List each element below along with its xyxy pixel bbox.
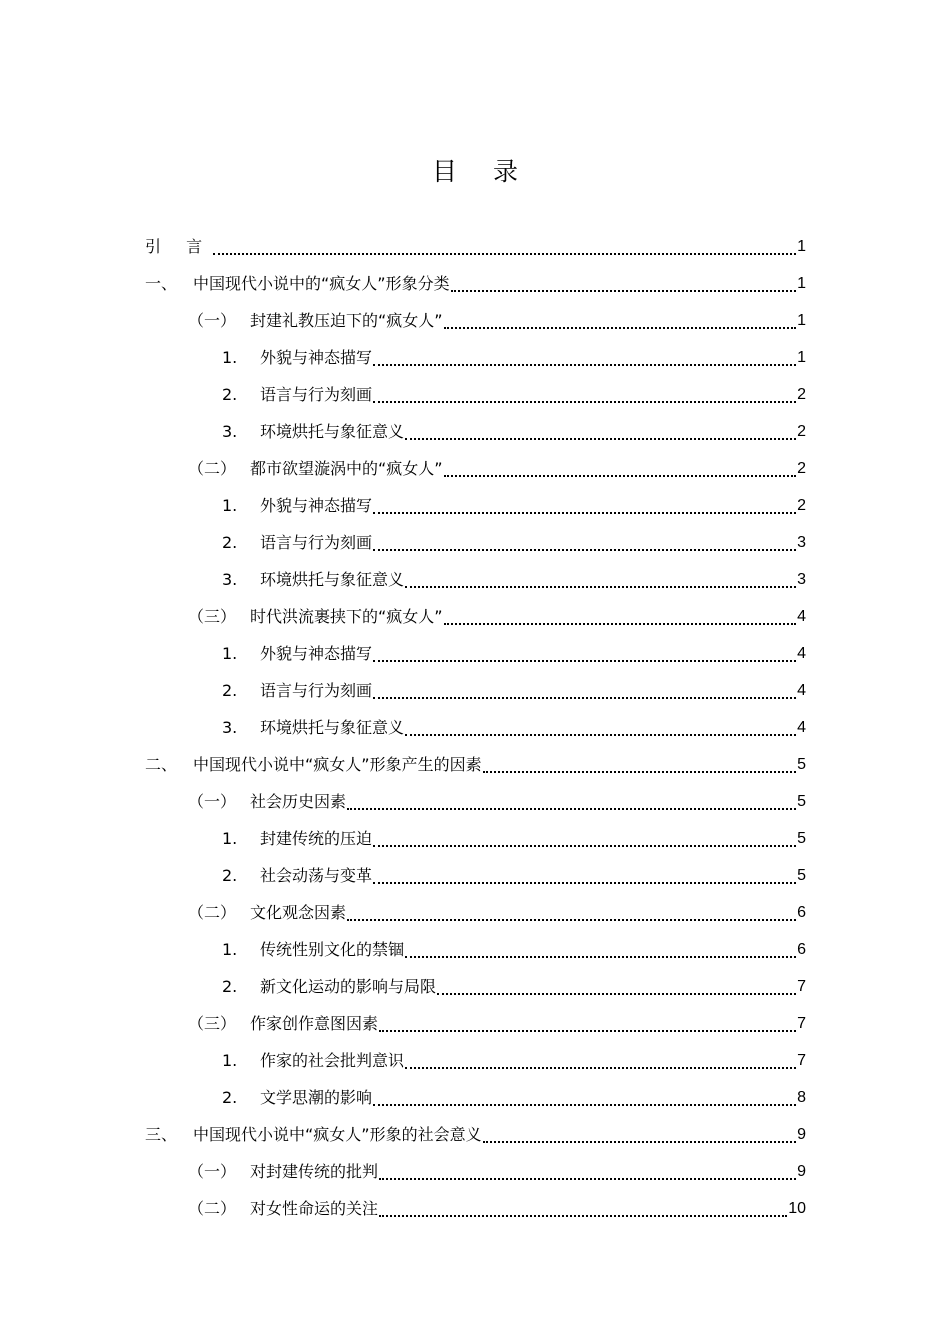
- page-title: 目 录: [432, 157, 532, 186]
- toc-entry-page-number: 9: [797, 1162, 806, 1180]
- toc-entry-title: 传统性别文化的禁锢: [260, 939, 405, 959]
- toc-entry-number: 3.: [222, 569, 238, 589]
- dot-leader: [405, 566, 796, 588]
- table-of-contents: [0, 228, 950, 1227]
- dot-leader: [483, 751, 797, 773]
- toc-entry-number: （三）: [188, 1013, 237, 1033]
- toc-entry[interactable]: [0, 1005, 806, 1042]
- toc-entry-page-number: 9: [797, 1125, 806, 1143]
- toc-entry-page-number: 5: [797, 792, 806, 810]
- toc-entry-title: 封建传统的压迫: [260, 828, 373, 848]
- toc-entry-number: 2.: [222, 680, 238, 700]
- dot-leader: [379, 1010, 796, 1032]
- toc-entry-number: （二）: [188, 458, 237, 478]
- dot-leader: [373, 640, 796, 662]
- toc-entry-title: 外貌与神态描写: [260, 643, 373, 663]
- toc-entry[interactable]: [0, 820, 806, 857]
- dot-leader: [213, 233, 796, 255]
- toc-entry-page-number: 8: [797, 1088, 806, 1106]
- toc-entry-number: 1.: [222, 939, 238, 959]
- toc-entry-page-number: 2: [797, 496, 806, 514]
- toc-entry-title: 对女性命运的关注: [250, 1198, 379, 1218]
- toc-entry-title: 外貌与神态描写: [260, 347, 373, 367]
- toc-entry-title: 都市欲望漩涡中的“疯女人”: [250, 458, 443, 478]
- toc-entry[interactable]: [0, 487, 806, 524]
- dot-leader: [373, 492, 796, 514]
- toc-entry[interactable]: [0, 524, 806, 561]
- toc-entry-number: 二、: [145, 754, 178, 774]
- toc-entry-number: 2.: [222, 384, 238, 404]
- toc-entry[interactable]: [0, 339, 806, 376]
- toc-entry-number: （一）: [188, 791, 237, 811]
- toc-entry-title: 环境烘托与象征意义: [260, 421, 405, 441]
- toc-entry[interactable]: [0, 672, 806, 709]
- toc-entry-page-number: 5: [797, 866, 806, 884]
- toc-entry-title: 社会动荡与变革: [260, 865, 373, 885]
- toc-entry-title: 环境烘托与象征意义: [260, 717, 405, 737]
- toc-entry-title: 封建礼教压迫下的“疯女人”: [250, 310, 443, 330]
- toc-entry-number: 三、: [145, 1124, 178, 1144]
- dot-leader: [483, 1121, 797, 1143]
- toc-entry-title: 时代洪流裹挟下的“疯女人”: [250, 606, 443, 626]
- dot-leader: [379, 1195, 787, 1217]
- toc-entry[interactable]: [0, 1116, 806, 1153]
- toc-entry-page-number: 1: [797, 274, 806, 292]
- toc-entry-title: 社会历史因素: [250, 791, 347, 811]
- toc-entry-number: 1.: [222, 495, 238, 515]
- dot-leader: [379, 1158, 796, 1180]
- toc-entry[interactable]: [0, 1190, 806, 1227]
- dot-leader: [444, 307, 797, 329]
- toc-entry-page-number: 5: [797, 755, 806, 773]
- dot-leader: [444, 603, 797, 625]
- toc-entry[interactable]: [0, 413, 806, 450]
- toc-entry-title: 环境烘托与象征意义: [260, 569, 405, 589]
- toc-entry-page-number: 7: [797, 1014, 806, 1032]
- dot-leader: [437, 973, 796, 995]
- toc-entry-title: 中国现代小说中“疯女人”形象的社会意义: [193, 1124, 482, 1144]
- dot-leader: [373, 381, 796, 403]
- dot-leader: [451, 270, 797, 292]
- toc-entry-number: 2.: [222, 532, 238, 552]
- dot-leader: [373, 529, 796, 551]
- toc-entry[interactable]: [0, 1042, 806, 1079]
- toc-entry-page-number: 4: [797, 644, 806, 662]
- toc-entry[interactable]: [0, 1079, 806, 1116]
- toc-entry-page-number: 1: [797, 311, 806, 329]
- toc-entry[interactable]: [0, 857, 806, 894]
- toc-entry[interactable]: [0, 561, 806, 598]
- toc-entry-number: 3.: [222, 421, 238, 441]
- toc-entry[interactable]: [0, 265, 806, 302]
- toc-entry-title: 语言与行为刻画: [260, 384, 373, 404]
- toc-entry-title: 语言与行为刻画: [260, 532, 373, 552]
- dot-leader: [373, 677, 796, 699]
- toc-entry-title: 引 言: [145, 236, 213, 256]
- toc-entry-page-number: 3: [797, 570, 806, 588]
- toc-entry-page-number: 4: [797, 718, 806, 736]
- dot-leader: [347, 788, 796, 810]
- dot-leader: [373, 825, 796, 847]
- dot-leader: [405, 714, 796, 736]
- dot-leader: [373, 1084, 796, 1106]
- dot-leader: [405, 936, 796, 958]
- toc-entry-title: 语言与行为刻画: [260, 680, 373, 700]
- toc-entry-number: （一）: [188, 1161, 237, 1181]
- toc-entry-page-number: 4: [797, 681, 806, 699]
- toc-entry-number: 1.: [222, 1050, 238, 1070]
- toc-entry-number: 一、: [145, 273, 178, 293]
- toc-entry[interactable]: [0, 746, 806, 783]
- toc-entry-page-number: 2: [797, 459, 806, 477]
- toc-entry-title: 作家创作意图因素: [250, 1013, 379, 1033]
- toc-entry-title: 文化观念因素: [250, 902, 347, 922]
- dot-leader: [405, 1047, 796, 1069]
- toc-entry[interactable]: [0, 598, 806, 635]
- toc-entry-number: 1.: [222, 643, 238, 663]
- toc-entry[interactable]: [0, 709, 806, 746]
- toc-entry[interactable]: [0, 894, 806, 931]
- toc-entry-title: 外貌与神态描写: [260, 495, 373, 515]
- toc-entry-number: 1.: [222, 347, 238, 367]
- toc-entry-page-number: 5: [797, 829, 806, 847]
- dot-leader: [347, 899, 796, 921]
- toc-entry-number: 2.: [222, 1087, 238, 1107]
- toc-entry-page-number: 1: [797, 348, 806, 366]
- toc-entry-page-number: 7: [797, 1051, 806, 1069]
- toc-entry[interactable]: [0, 968, 806, 1005]
- dot-leader: [405, 418, 796, 440]
- toc-entry-title: 作家的社会批判意识: [260, 1050, 405, 1070]
- toc-entry[interactable]: [0, 450, 806, 487]
- toc-entry-page-number: 7: [797, 977, 806, 995]
- toc-entry-page-number: 3: [797, 533, 806, 551]
- toc-entry-title: 对封建传统的批判: [250, 1161, 379, 1181]
- dot-leader: [373, 862, 796, 884]
- toc-entry-page-number: 2: [797, 385, 806, 403]
- toc-entry[interactable]: [0, 783, 806, 820]
- toc-entry-number: 1.: [222, 828, 238, 848]
- toc-entry[interactable]: [0, 228, 806, 265]
- toc-entry-number: （二）: [188, 902, 237, 922]
- toc-entry-number: （二）: [188, 1198, 237, 1218]
- toc-entry-title: 新文化运动的影响与局限: [260, 976, 437, 996]
- dot-leader: [444, 455, 797, 477]
- toc-entry-title: 中国现代小说中“疯女人”形象产生的因素: [193, 754, 482, 774]
- toc-entry-page-number: 4: [797, 607, 806, 625]
- toc-entry[interactable]: [0, 376, 806, 413]
- toc-entry-number: （一）: [188, 310, 237, 330]
- toc-entry-title: 文学思潮的影响: [260, 1087, 373, 1107]
- toc-entry[interactable]: [0, 931, 806, 968]
- toc-entry-number: 2.: [222, 865, 238, 885]
- toc-entry[interactable]: [0, 635, 806, 672]
- toc-entry[interactable]: [0, 1153, 806, 1190]
- dot-leader: [373, 344, 796, 366]
- toc-entry-title: 中国现代小说中的“疯女人”形象分类: [193, 273, 450, 293]
- toc-entry-number: 2.: [222, 976, 238, 996]
- toc-entry-page-number: 2: [797, 422, 806, 440]
- toc-entry-page-number: 10: [788, 1199, 806, 1217]
- toc-entry-number: 3.: [222, 717, 238, 737]
- toc-entry[interactable]: [0, 302, 806, 339]
- toc-entry-number: （三）: [188, 606, 237, 626]
- toc-entry-page-number: 1: [797, 237, 806, 255]
- toc-entry-page-number: 6: [797, 903, 806, 921]
- toc-entry-page-number: 6: [797, 940, 806, 958]
